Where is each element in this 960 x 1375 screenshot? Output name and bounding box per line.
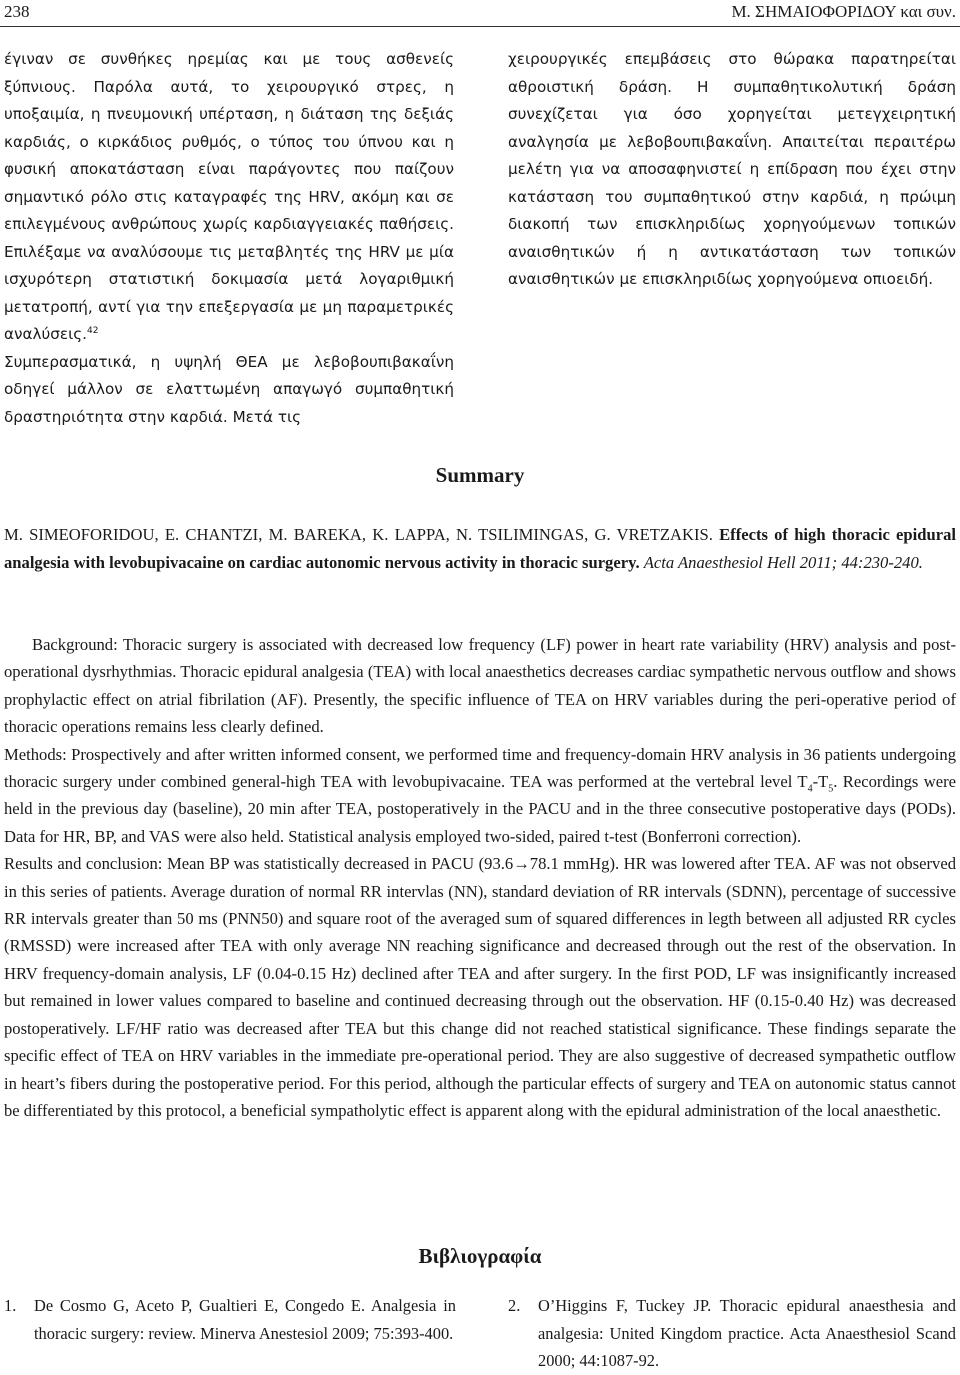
greek-paragraph: χειρουργικές επεμβάσεις στο θώρακα παρατηρείται αθροιστική δράση. Η συμπαθητικολυτική δράση συνεχίζεται για όσο χορηγείται μετεγχειρητική αναλγησία με λεβοβουπιβακαΐνη. Απαιτείται περαιτέρω μελέτη για να αποσαφηνιστεί η επίδραση που έχει στην κατάσταση του συμπαθητικού στην καρδιά, η πρώιμη διακοπή των επισκληριδίως χορηγούμενων τοπικών αναισθητικών ή η αντικατάσταση των τοπικών αναισθητικών με επισκληριδίως χορηγούμενα οπιοειδή. bbox=[508, 50, 956, 288]
citation-authors: M. SIMEOFORIDOU, E. CHANTZI, M. BAREKA, K. LAPPA, N. TSILIMINGAS, G. VRETZAKIS. bbox=[4, 525, 713, 544]
header-divider bbox=[0, 26, 960, 27]
summary-citation bbox=[4, 521, 956, 578]
summary-heading: Summary bbox=[435, 463, 525, 487]
reference-number: 1. bbox=[4, 1296, 17, 1315]
citation-journal: Acta Anaesthesiol Hell 2011; 44:230-240. bbox=[643, 553, 923, 573]
running-head-authors: Μ. ΣΗΜΑΙΟΦΟΡΙΔΟΥ και συν. bbox=[731, 2, 956, 21]
greek-column-left bbox=[4, 46, 454, 431]
citation-title: Effects of high thoracic epidural analgesia with levobupivacaine on cardiac autonomic nervous activity in thoracic surgery. bbox=[4, 525, 956, 573]
abstract-background: Background: Thoracic surgery is associated with decreased low frequency (LF) power in heart rate variability (HRV) analysis and post-operational dysrhythmias. Thoracic epidural analgesia (TEA) with local anaesthetics decreases cardiac sympathetic nervous outflow and shows prophylactic effect on atrial fibrilation (AF). Presently, the specific influence of TEA on HRV variables during the peri-operative period of thoracic operations remains less clearly defined. bbox=[4, 635, 956, 737]
page-number: 238 bbox=[4, 2, 30, 21]
greek-column-right bbox=[508, 46, 956, 294]
english-abstract bbox=[4, 631, 956, 1124]
running-header bbox=[4, 0, 956, 26]
reference-text: De Cosmo G, Aceto P, Gualtieri E, Congedo E. Analgesia in thoracic surgery: review. Minerva Anestesiol 2009; 75:393-400. bbox=[34, 1296, 456, 1343]
bibliography-heading: Βιβλιογραφία bbox=[418, 1244, 542, 1268]
greek-paragraph: έγιναν σε συνθήκες ηρεμίας και με τους ασθενείς ξύπνιους. Παρόλα αυτά, το χειρουργικό στρες, η υποξαιμία, η πνευμονική υπέρταση, η διάταση της δεξιάς καρδιάς, ο κιρκάδιος ρυθμός, ο τύπος του ύπνου και η φυσική αποκατάσταση είναι παράγοντες που παίζουν σημαντικό ρόλο στις καταγραφές της HRV, ακόμη και σε επιλεγμένους ανθρώπους χωρίς καρδιαγγειακές παθήσεις. Επιλέξαμε να αναλύσουμε τις μεταβλητές της HRV με μία ισχυρότερη στατιστική δοκιμασία μετά λογαριθμική μετατροπή, αντί για την επεξεργασία με μη παραμετρικές αναλύσεις.$^{42}$ bbox=[4, 50, 454, 343]
reference-item bbox=[508, 1292, 956, 1375]
reference-number: 2. bbox=[508, 1296, 521, 1315]
abstract-results: Results and conclusion: Mean BP was statistically decreased in PACU (93.6→78.1 mmHg). HR was lowered after TEA. AF was not observed in this series of patients. Average duration of normal RR intervlas (NN), standard deviation of RR intervals (SDNN), percentage of successive RR intervals greater than 50 ms (PNN50) and square root of the averaged sum of squared differences in legth between all adjusted RR cycles (RMSSD) were increased after TEA with only average NN reaching significance and decreased through out the rest of the observation. In HRV frequency-domain analysis, LF (0.04-0.15 Hz) declined after TEA and after surgery. In the first POD, LF was insignificantly increased but remained in lower values compared to baseline and continued decreasing through out the observation. HF (0.15-0.40 Hz) was decreased postoperatively. LF/HF ratio was decreased after TEA but this change did not reached statistical significance. These findings separate the specific effect of TEA on HRV variables in the immediate pre-operational period. They are also suggestive of decreased sympathetic outflow in heart’s fibers during the postoperative period. For this period, although the particular effects of surgery and TEA on autonomic status cannot be differentiated by this protocol, a beneficial sympatholytic effect is apparent along with the epidural administration of the local anaesthetic. bbox=[4, 854, 956, 1120]
reference-text: O’Higgins F, Tuckey JP. Thoracic epidural anaesthesia and analgesia: United Kingdom practice. Acta Anaesthesiol Scand 2000; 44:1087-92. bbox=[538, 1296, 956, 1370]
abstract-methods: Methods: Prospectively and after written informed consent, we performed time and frequency-domain HRV analysis in 36 patients undergoing thoracic surgery under combined general-high TEA with levobupivacaine. TEA was performed at the vertebral level $T_4-T_5$. Recordings were held in the previous day (baseline), 20 min after TEA, postoperatively in the PACU and in the three consecutive postoperative days (PODs). Data for HR, BP, and VAS were also held. Statistical analysis employed two-sided, paired t-test (Bonferroni correction). bbox=[4, 744, 956, 846]
reference-superscript: 42 bbox=[87, 325, 99, 336]
reference-item bbox=[4, 1292, 456, 1347]
greek-paragraph: Συμπερασματικά, η υψηλή ΘΕΑ με λεβοβουπιβακαΐνη οδηγεί μάλλον σε ελαττωμένη απαγωγό συμπαθητική δραστηριότητα στην καρδιά. Μετά τις bbox=[4, 352, 454, 426]
